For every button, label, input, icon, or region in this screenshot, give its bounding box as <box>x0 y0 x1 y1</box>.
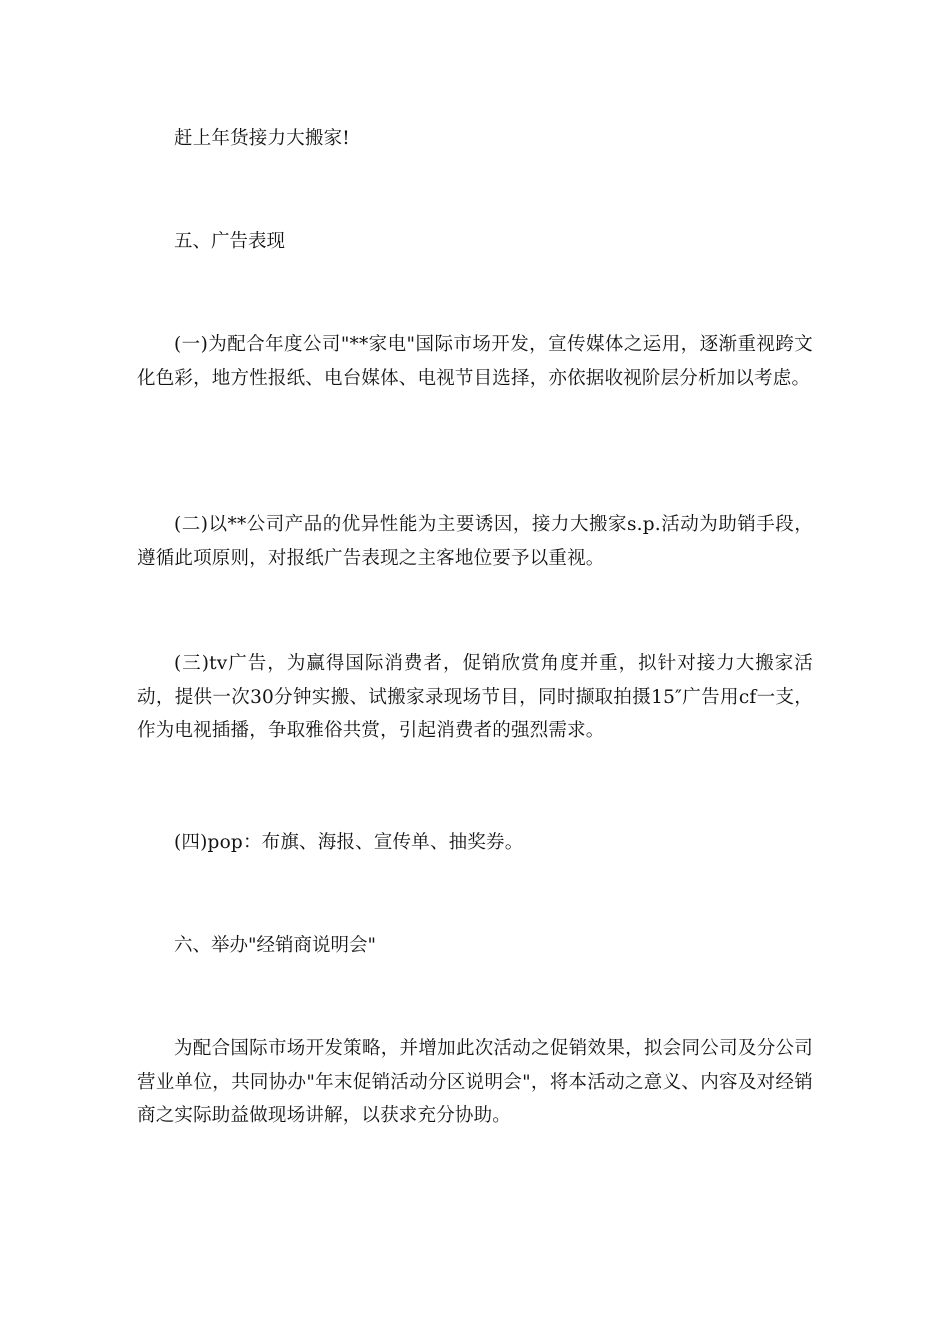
paragraph-ad-item-1: (一)为配合年度公司"**家电"国际市场开发，宣传媒体之运用，逐渐重视跨文化色彩，地方性报纸、电台媒体、电视节目选择，亦依据收视阶层分析加以考虑。 <box>137 334 813 389</box>
section-heading-advertising: 五、广告表现 <box>174 231 286 252</box>
section-heading-dealer-meeting: 六、举办"经销商说明会" <box>174 935 377 956</box>
paragraph-ad-item-3: (三)tv广告，为赢得国际消费者，促销欣赏角度并重，拟针对接力大搬家活动，提供一次30分钟实搬、试搬家录现场节目，同时撷取拍摄15″广告用cf一支，作为电视插播，争取雅俗共赏，引起消费者的强烈需求。 <box>137 653 813 741</box>
paragraph-dealer-meeting: 为配合国际市场开发策略，并增加此次活动之促销效果，拟会同公司及分公司营业单位，共同协办"年末促销活动分区说明会"，将本活动之意义、内容及对经销商之实际助益做现场讲解，以获求充分协助。 <box>137 1038 813 1126</box>
paragraph-ad-item-4: (四)pop：布旗、海报、宣传单、抽奖券。 <box>174 832 524 853</box>
paragraph-year-goods-relay: 赶上年货接力大搬家! <box>174 128 350 149</box>
paragraph-ad-item-2: (二)以**公司产品的优异性能为主要诱因，接力大搬家s.p.活动为助销手段，遵循此项原则，对报纸广告表现之主客地位要予以重视。 <box>137 514 813 569</box>
